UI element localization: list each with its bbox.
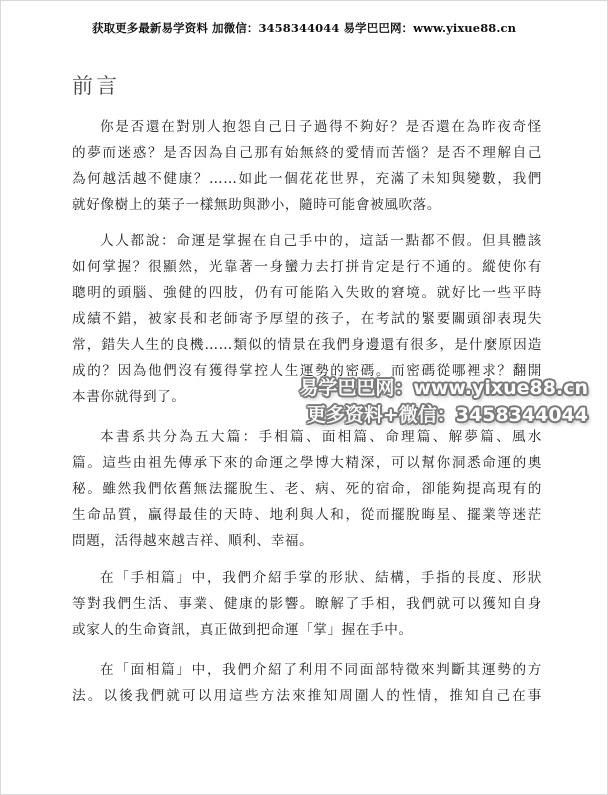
text-line: 你是否還在對別人抱怨自己日子過得不夠好？是否還在為昨夜奇怪 [100, 119, 542, 135]
text-line: 成績不錯，被家長和老師寄予厚望的孩子，在考試的緊要關頭卻表現失 [72, 311, 542, 327]
paragraph-5 [72, 657, 542, 709]
text-line: 人人都說：命運是掌握在自己手中的，這話一點都不假。但具體該 [100, 233, 542, 249]
text-line: 就好像樹上的葉子一樣無助與渺小，隨時可能會被風吹落。 [72, 197, 442, 213]
watermark-site: 易学巴巴网：www.yixue88.cn [299, 377, 588, 399]
text-line: 問題，活得越來越吉祥、順利、幸福。 [72, 533, 314, 549]
text-line: 篇。這些由祖先傳承下來的命運之學博大精深，可以幫你洞悉命運的奧 [72, 455, 542, 471]
text-line: 生命品質，贏得最佳的天時、地利與人和，從而擺脫晦星、擺業等迷茫 [72, 507, 542, 523]
page-title: 前言 [72, 74, 120, 98]
watermark-wechat: 更多资料+微信：3458344044 [306, 404, 588, 426]
paragraph-4 [72, 565, 542, 643]
text-line: 的夢而迷惑？是否因為自己那有始無終的愛情而苦惱？是否不理解自己 [72, 145, 542, 161]
text-line: 聰明的頭腦、強健的四肢，仍有可能陷入失敗的窘境。就好比一些平時 [72, 285, 542, 301]
text-line: 如何掌握？很顯然，光靠著一身蠻力去打拼肯定是行不通的。縱使你有 [72, 259, 542, 275]
text-line: 等對我們生活、事業、健康的影響。瞭解了手相，我們就可以獲知自身 [72, 596, 542, 612]
text-line: 或家人的生命資訊，真正做到把命運「掌」握在手中。 [72, 622, 413, 638]
text-line: 為何越活越不健康？……如此一個花花世界，充滿了未知與變數，我們 [72, 171, 542, 187]
text-line: 本書你就得到了。 [72, 389, 186, 405]
text-line: 成的？因為他們沒有獲得掌控人生運勢的密碼。而密碼從哪裡求？翻開 [72, 363, 542, 379]
paragraph-3 [72, 424, 542, 554]
paragraph-1 [72, 114, 542, 218]
text-line: 在「面相篇」中，我們介紹了利用不同面部特徵來判斷其運勢的方 [100, 662, 542, 678]
text-line: 在「手相篇」中，我們介紹手掌的形狀、結構，手指的長度、形狀 [100, 570, 542, 586]
text-line: 常，錯失人生的良機……類似的情景在我們身邊還有很多，是什麼原因造 [72, 337, 542, 353]
text-line: 秘。雖然我們依舊無法擺脫生、老、病、死的宿命，卻能夠提高現有的 [72, 481, 542, 497]
top-banner: 获取更多最新易学资料 加微信：3458344044 易学巴巴网：www.yixue88.cn [91, 21, 517, 35]
text-line: 法。以後我們就可以用這些方法來推知周圍人的性情，推知自己在事 [72, 688, 542, 704]
text-line: 本書系共分為五大篇：手相篇、面相篇、命理篇、解夢篇、風水 [100, 429, 542, 445]
